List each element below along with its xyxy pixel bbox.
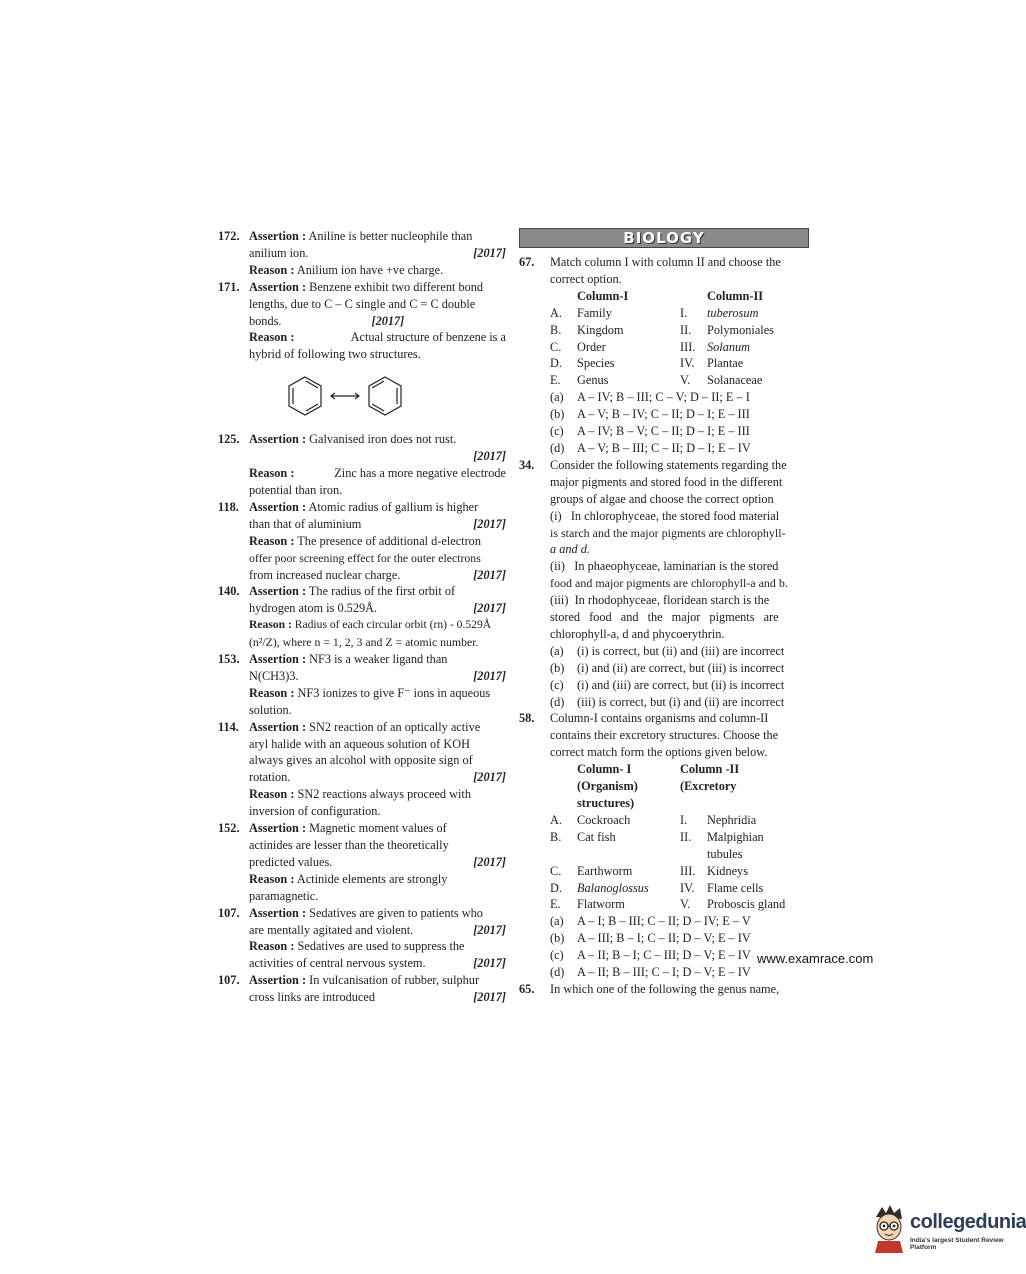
- text-cell: Family: [577, 305, 612, 320]
- statement-ii: food and major pigments are chlorophyll-a and b.: [550, 576, 788, 591]
- text-cell: E.: [550, 373, 561, 388]
- option-d: [550, 440, 809, 457]
- text-cell: (a): [550, 914, 564, 929]
- question-114: [218, 719, 506, 820]
- table-row: [550, 863, 787, 880]
- column-header: [680, 761, 787, 812]
- table-row: [550, 896, 787, 913]
- option-b: [550, 406, 809, 423]
- table-row: [550, 355, 774, 372]
- assertion-text: anilium ion.: [249, 245, 309, 260]
- assertion-text: rotation.: [249, 770, 291, 785]
- text-cell: Malpighian tubules: [707, 829, 764, 861]
- assertion-text: predicted values.: [249, 854, 333, 869]
- assertion-text: bonds.: [249, 313, 282, 328]
- text-cell: Cockroach: [577, 812, 631, 827]
- option-d: [550, 694, 809, 711]
- assertion-text: hydrogen atom is 0.529Å.: [249, 601, 378, 616]
- reason-text: Radius of each circular orbit (rn) - 0.529Å: [294, 618, 492, 632]
- question-107-vulcanisation: [218, 972, 506, 1006]
- reason-label: Reason :: [249, 330, 295, 345]
- question-text: correct option.: [550, 271, 622, 286]
- text-cell: (a): [550, 390, 564, 405]
- text-cell: V.: [680, 897, 691, 912]
- question-number: 153.: [218, 652, 240, 667]
- question-152: [218, 820, 506, 905]
- section-header-biology: BIOLOGY: [519, 228, 809, 248]
- assertion-text: Aniline is better nucleophile than: [308, 229, 473, 243]
- question-number: 152.: [218, 821, 240, 836]
- table-row: [550, 812, 787, 829]
- question-number: 172.: [218, 229, 240, 243]
- reason-label: Reason :: [249, 533, 295, 548]
- question-153: [218, 651, 506, 719]
- text-cell: (Organism): [577, 779, 638, 794]
- left-column: [218, 228, 506, 1005]
- reason-label: Reason :: [249, 787, 295, 802]
- question-text: In which one of the following the genus name,: [550, 981, 780, 996]
- text-cell: Column -II: [680, 762, 740, 777]
- text-cell: A – I; B – III; C – II; D – IV; E – V: [577, 914, 751, 929]
- table-row: [550, 372, 774, 389]
- year-tag: [2017]: [473, 601, 506, 616]
- text-cell: IV.: [680, 880, 695, 895]
- question-number: 118.: [218, 499, 239, 514]
- reason-label: Reason :: [249, 262, 295, 277]
- assertion-text: N(CH3)3.: [249, 668, 299, 683]
- question-107-sedatives: [218, 905, 506, 973]
- assertion-label: Assertion :: [249, 279, 307, 294]
- text-cell: (d): [550, 694, 565, 709]
- assertion-label: Assertion :: [249, 584, 307, 599]
- question-text: Column-I contains organisms and column-II: [550, 711, 769, 726]
- text-cell: Flame cells: [707, 880, 764, 895]
- year-tag: [2017]: [473, 516, 506, 531]
- text-cell: A – V; B – IV; C – II; D – I; E – III: [577, 407, 750, 422]
- text-cell: B.: [550, 829, 562, 844]
- text-cell: A – V; B – III; C – II; D – I; E – IV: [577, 440, 751, 455]
- text-cell: (b): [550, 407, 565, 422]
- question-58: [519, 710, 809, 981]
- text-cell: Plantae: [707, 356, 744, 371]
- text-cell: III.: [680, 339, 696, 354]
- table-row: [550, 880, 787, 897]
- question-text: Consider the following statements regarding the: [550, 457, 787, 472]
- text-cell: C.: [550, 863, 562, 878]
- year-tag: [2017]: [473, 990, 506, 1005]
- match-table: [550, 761, 787, 913]
- reason-label: Reason :: [249, 871, 295, 886]
- question-number: 107.: [218, 973, 240, 988]
- text-cell: A – III; B – I; C – II; D – V; E – IV: [577, 931, 751, 946]
- reason-label: Reason :: [249, 618, 292, 632]
- brand-tagline: India's largest Student Review Platform: [910, 1237, 1004, 1251]
- question-number: 34.: [519, 457, 535, 472]
- reason-label: Reason :: [249, 685, 295, 700]
- reason-text: from increased nuclear charge.: [249, 567, 401, 582]
- reason-text: Anilium ion have +ve charge.: [296, 262, 444, 277]
- reason-text: SN2 reactions always proceed with: [297, 787, 471, 802]
- text-cell: B.: [550, 322, 562, 337]
- table-row: [550, 322, 774, 339]
- text-cell: (i) is correct, but (ii) and (iii) are incorrect: [577, 643, 785, 658]
- text-cell: Balanoglossus: [577, 880, 649, 895]
- match-table: [550, 288, 774, 389]
- text-cell: Solanaceae: [707, 373, 763, 388]
- question-125: [218, 431, 506, 499]
- statement-iii: stored food and the major pigments are: [550, 610, 779, 625]
- text-cell: Solanum: [707, 339, 751, 354]
- reason-label: Reason :: [249, 466, 295, 481]
- year-tag: [2017]: [371, 313, 405, 328]
- question-number: 67.: [519, 255, 535, 269]
- question-text: correct match form the options given below.: [550, 745, 768, 760]
- text-cell: V.: [680, 373, 691, 388]
- question-number: 107.: [218, 905, 240, 920]
- text-cell: Proboscis gland: [707, 897, 786, 912]
- reason-text: potential than iron.: [249, 482, 343, 497]
- question-118: [218, 499, 506, 584]
- text-cell: Kidneys: [707, 863, 748, 878]
- assertion-text: Magnetic moment values of: [309, 821, 447, 836]
- assertion-label: Assertion :: [249, 652, 307, 667]
- reason-label: Reason :: [249, 939, 295, 954]
- question-text: Match column I with column II and choose the: [550, 255, 781, 269]
- option-d: [550, 964, 809, 981]
- question-text: groups of algae and choose the correct option: [550, 491, 774, 506]
- reason-text: hybrid of following two structures.: [249, 347, 421, 362]
- question-140: [218, 583, 506, 651]
- assertion-label: Assertion :: [249, 821, 307, 836]
- assertion-label: Assertion :: [249, 432, 307, 447]
- reason-text: paramagnetic.: [249, 888, 319, 903]
- text-cell: (Excretory: [680, 779, 737, 794]
- question-number: 125.: [218, 432, 240, 447]
- year-tag: [2017]: [473, 770, 506, 785]
- assertion-text: aryl halide with an aqueous solution of KOH: [249, 736, 470, 751]
- reason-text: Sedatives are used to suppress the: [297, 939, 465, 954]
- column-header: [577, 761, 680, 812]
- year-tag: [2017]: [473, 449, 506, 464]
- benzene-resonance-diagram: [249, 367, 506, 425]
- question-172: [218, 228, 506, 279]
- statement-i: (i) In chlorophyceae, the stored food material: [550, 508, 780, 523]
- text-cell: Earthworm: [577, 863, 633, 878]
- text-cell: I.: [680, 812, 688, 827]
- text-cell: (i) and (ii) are correct, but (iii) is incorrect: [577, 660, 785, 675]
- question-34: [519, 457, 809, 711]
- text-cell: IV.: [680, 356, 695, 371]
- year-tag: [2017]: [473, 567, 506, 582]
- text-cell: Order: [577, 339, 606, 354]
- text-cell: (d): [550, 440, 565, 455]
- text-cell: A.: [550, 812, 562, 827]
- statement-i: is starch and the major pigments are chlorophyll-: [550, 525, 786, 540]
- text-cell: Cat fish: [577, 829, 616, 844]
- assertion-text: Sedatives are given to patients who: [309, 905, 483, 920]
- reason-text: Actinide elements are strongly: [296, 871, 448, 886]
- text-cell: structures): [577, 796, 635, 810]
- text-cell: A – II; B – III; C – I; D – V; E – IV: [577, 965, 751, 980]
- option-a: [550, 389, 809, 406]
- assertion-text: are mentally agitated and violent.: [249, 922, 414, 937]
- question-number: 140.: [218, 584, 240, 599]
- question-number: 65.: [519, 981, 535, 996]
- text-cell: (c): [550, 677, 564, 692]
- text-cell: A – IV; B – V; C – II; D – I; E – III: [577, 424, 750, 439]
- text-cell: I.: [680, 305, 688, 320]
- option-a: [550, 643, 809, 660]
- column-header: Column-II: [707, 288, 764, 303]
- text-cell: Species: [577, 356, 615, 371]
- year-tag: [2017]: [473, 922, 506, 937]
- assertion-label: Assertion :: [249, 229, 307, 243]
- text-cell: III.: [680, 863, 696, 878]
- assertion-text: In vulcanisation of rubber, sulphur: [309, 973, 480, 988]
- text-cell: Genus: [577, 373, 609, 388]
- assertion-label: Assertion :: [249, 719, 307, 734]
- text-cell: C.: [550, 339, 562, 354]
- statement-i: a and d.: [550, 542, 590, 557]
- reason-text: Actual structure of benzene is a: [350, 330, 506, 345]
- statement-iii: chlorophyll-a, d and phycoerythrin.: [550, 626, 725, 641]
- assertion-label: Assertion :: [249, 973, 307, 988]
- reason-text: offer poor screening effect for the outer electrons: [249, 550, 481, 565]
- text-cell: E.: [550, 897, 561, 912]
- text-cell: D.: [550, 880, 562, 895]
- assertion-text: SN2 reaction of an optically active: [309, 719, 481, 734]
- option-c: [550, 677, 809, 694]
- assertion-text: Atomic radius of gallium is higher: [308, 499, 479, 514]
- question-number: 58.: [519, 711, 535, 726]
- mascot-icon: [870, 1203, 908, 1255]
- assertion-text: than that of aluminium: [249, 516, 362, 531]
- collegedunia-logo[interactable]: [870, 1203, 1026, 1258]
- text-cell: (b): [550, 931, 565, 946]
- text-cell: D.: [550, 356, 562, 371]
- reason-text: inversion of configuration.: [249, 804, 381, 819]
- table-row: [550, 829, 787, 863]
- statement-iii: (iii) In rhodophyceae, floridean starch is the: [550, 593, 770, 608]
- assertion-label: Assertion :: [249, 905, 307, 920]
- text-cell: II.: [680, 322, 692, 337]
- reason-text: Zinc has a more negative electrode: [334, 466, 506, 481]
- assertion-text: The radius of the first orbit of: [308, 584, 456, 599]
- reason-text: solution.: [249, 702, 292, 717]
- assertion-text: cross links are introduced: [249, 990, 376, 1005]
- question-text: major pigments and stored food in the different: [550, 474, 783, 489]
- text-cell: (d): [550, 965, 565, 980]
- text-cell: Column- I: [577, 762, 632, 777]
- question-65: [519, 981, 809, 998]
- question-number: 114.: [218, 719, 239, 734]
- assertion-text: lengths, due to C – C single and C = C double: [249, 296, 476, 311]
- text-cell: (c): [550, 424, 564, 439]
- text-cell: Polymoniales: [707, 322, 774, 337]
- year-tag: [2017]: [473, 854, 506, 869]
- option-c: [550, 423, 809, 440]
- text-cell: Kingdom: [577, 322, 624, 337]
- option-a: [550, 913, 809, 930]
- question-number: 171.: [218, 279, 240, 294]
- text-cell: tuberosum: [707, 305, 759, 320]
- text-cell: (c): [550, 948, 564, 963]
- text-cell: A – IV; B – III; C – V; D – II; E – I: [577, 390, 750, 405]
- table-row: [550, 339, 774, 356]
- examrace-watermark: www.examrace.com: [757, 951, 874, 966]
- year-tag: [2017]: [473, 668, 506, 683]
- assertion-text: Benzene exhibit two different bond: [309, 279, 484, 294]
- column-header: Column-I: [577, 288, 629, 303]
- text-cell: A – II; B – I; C – III; D – V; E – IV: [577, 948, 751, 963]
- right-column: [519, 228, 809, 998]
- assertion-text: actinides are lesser than the theoretically: [249, 838, 449, 852]
- reason-text: The presence of additional d-electron: [297, 533, 481, 548]
- option-b: [550, 660, 809, 677]
- question-text: contains their excretory structures. Choose the: [550, 728, 779, 743]
- text-cell: Nephridia: [707, 812, 757, 827]
- text-cell: II.: [680, 829, 692, 844]
- question-171: [218, 279, 506, 426]
- question-67: [519, 254, 809, 457]
- assertion-text: NF3 is a weaker ligand than: [309, 652, 448, 667]
- brand-name: collegedunia: [910, 1211, 1026, 1233]
- assertion-text: Galvanised iron does not rust.: [309, 432, 457, 447]
- text-cell: (iii) is correct, but (i) and (ii) are incorrect: [577, 694, 785, 709]
- table-row: [550, 305, 774, 322]
- reason-text: NF3 ionizes to give F⁻ ions in aqueous: [297, 685, 491, 700]
- assertion-text: always gives an alcohol with opposite sign of: [249, 753, 473, 768]
- assertion-label: Assertion :: [249, 499, 307, 514]
- text-cell: (b): [550, 660, 565, 675]
- statement-ii: (ii) In phaeophyceae, laminarian is the stored: [550, 559, 779, 574]
- year-tag: [2017]: [473, 956, 506, 971]
- text-cell: (i) and (iii) are correct, but (ii) is incorrect: [577, 677, 785, 692]
- option-b: [550, 930, 809, 947]
- year-tag: [2017]: [473, 245, 506, 260]
- text-cell: Flatworm: [577, 897, 625, 912]
- reason-text: activities of central nervous system.: [249, 956, 426, 971]
- text-cell: (a): [550, 643, 564, 658]
- reason-text: (n²/Z), where n = 1, 2, 3 and Z = atomic number.: [249, 635, 479, 650]
- text-cell: A.: [550, 305, 562, 320]
